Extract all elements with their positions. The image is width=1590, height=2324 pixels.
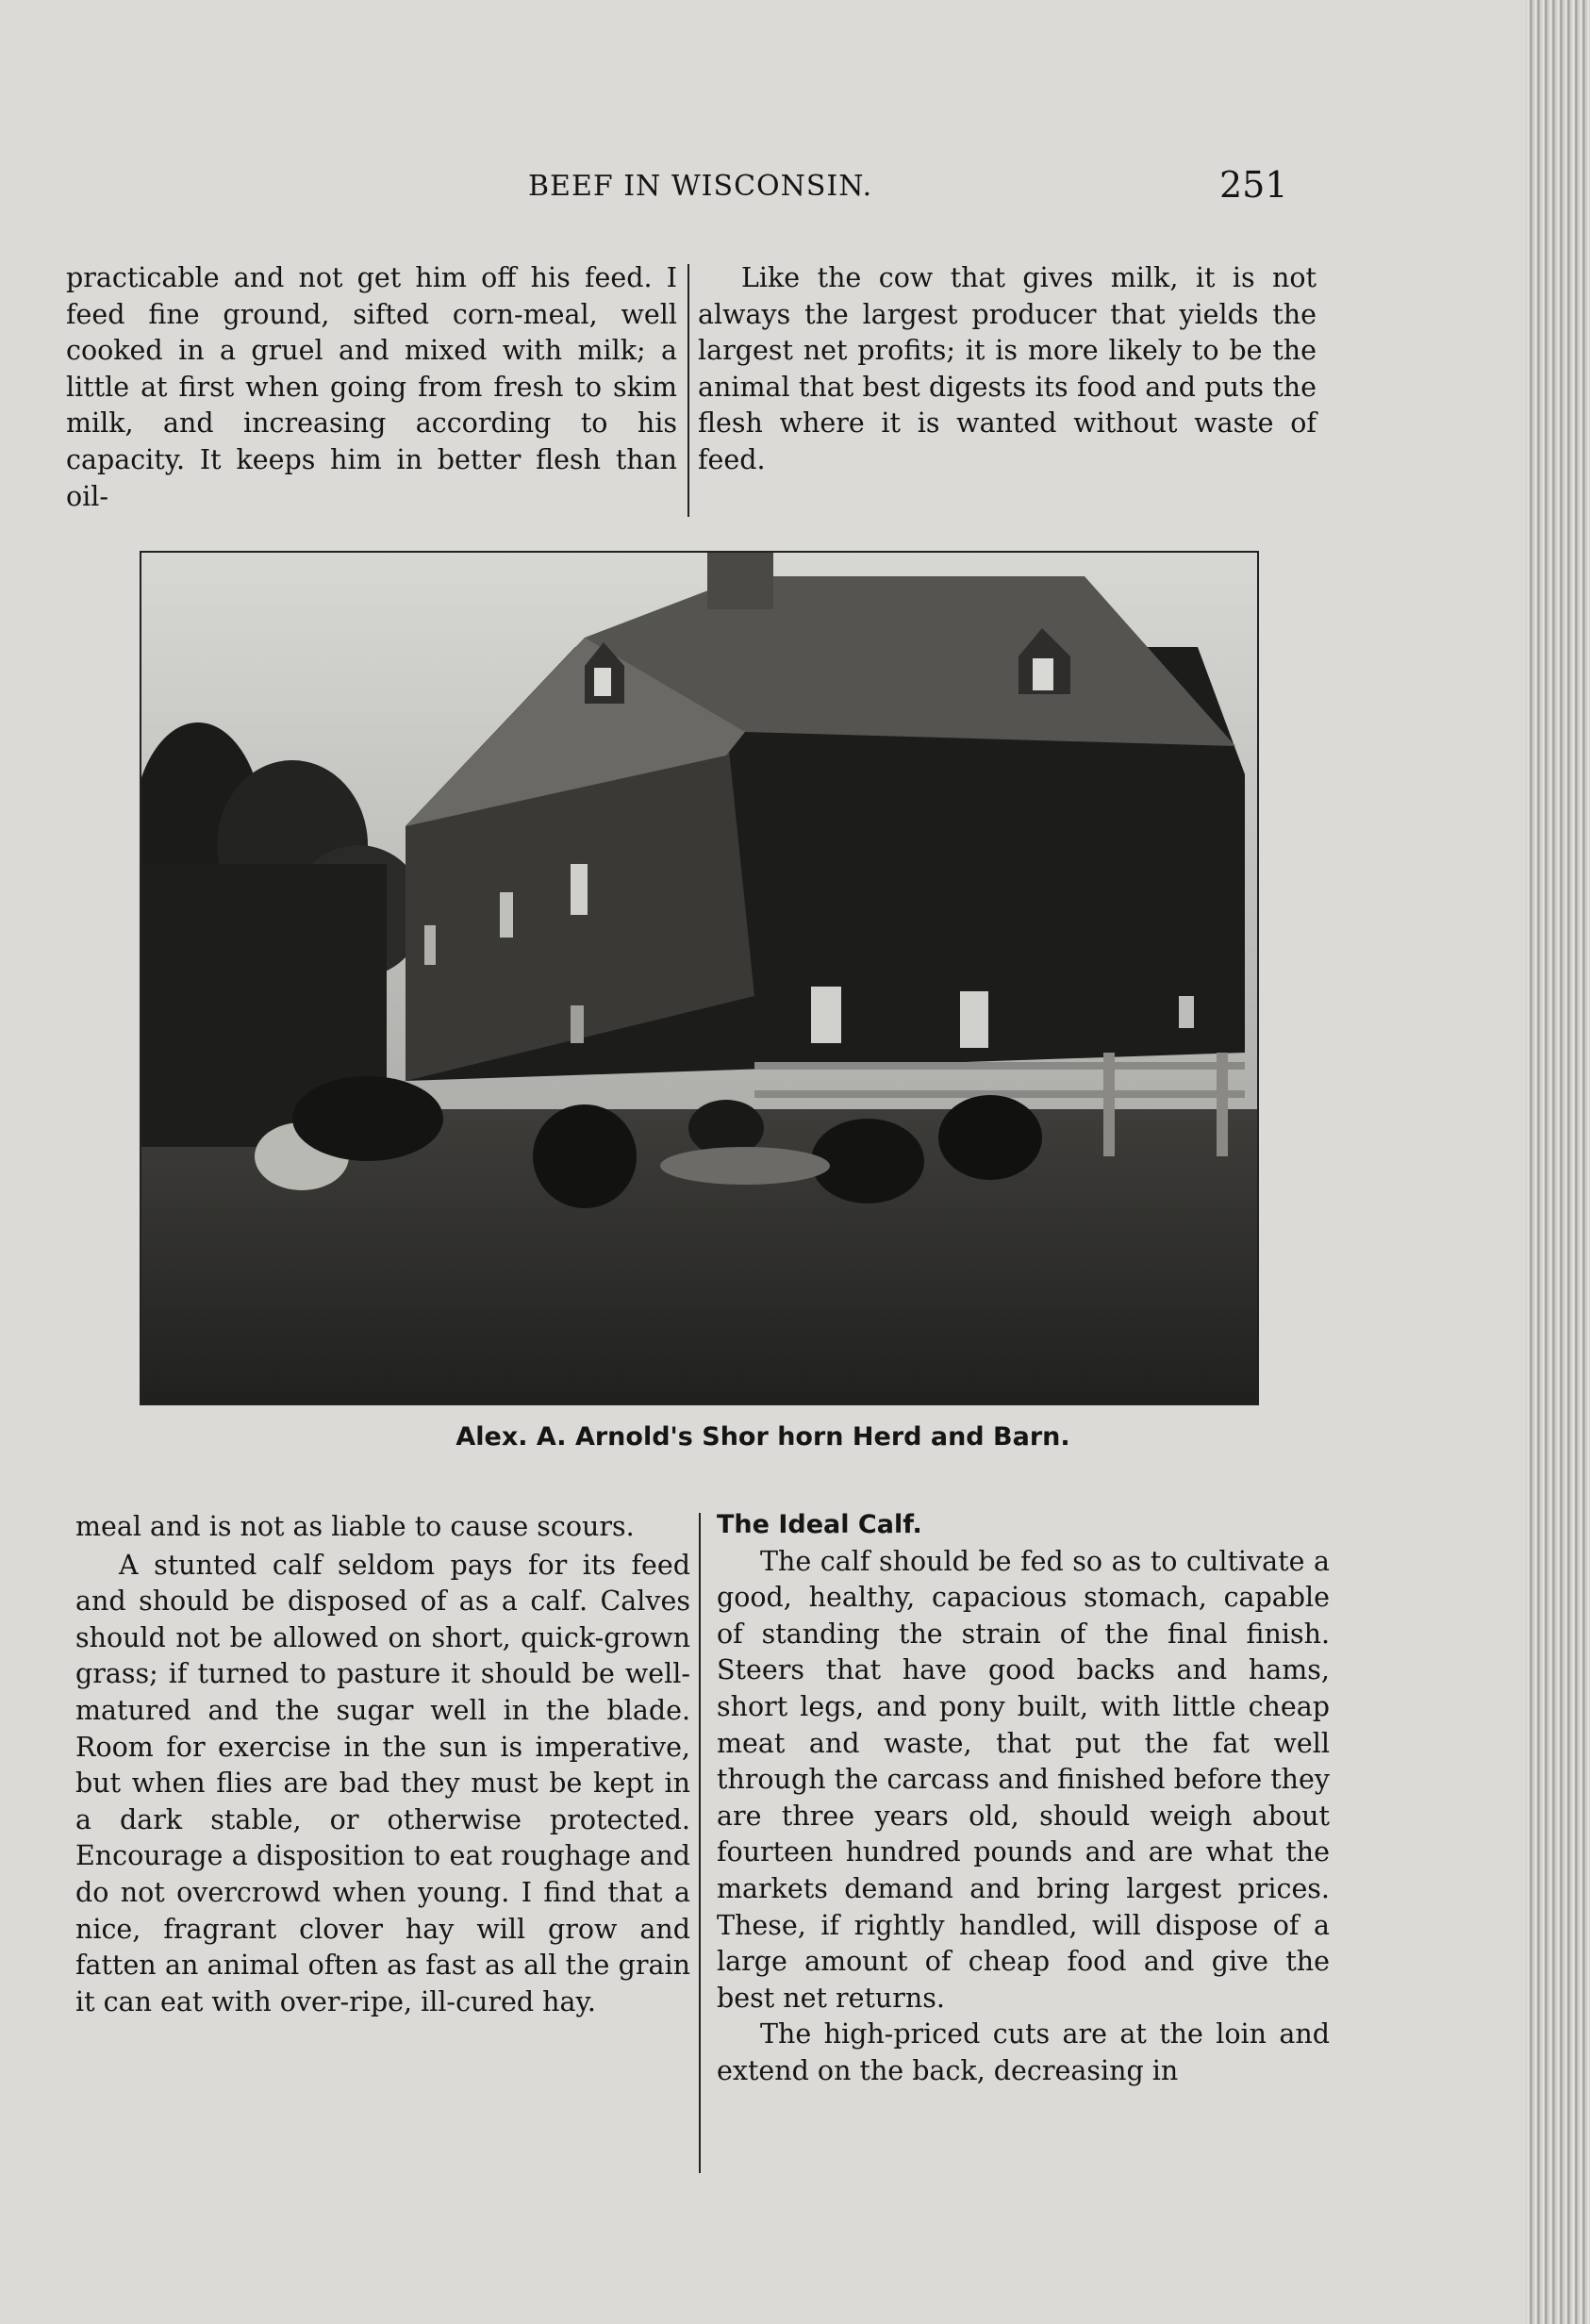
- book-page-edges: [1526, 0, 1590, 2324]
- barn-with-cattle-image: [141, 553, 1257, 1403]
- section-heading: The Ideal Calf.: [717, 1510, 922, 1539]
- bottom-left-column: [75, 1509, 690, 2020]
- column-rule-top: [687, 264, 689, 517]
- top-right-paragraph: Like the cow that gives milk, it is not always the largest producer that yields the largest net profits; it is more likely to be the animal that best digests its food and puts the flesh where it is wanted without waste of feed.: [698, 262, 1317, 475]
- photo-caption: Alex. A. Arnold's Shor horn Herd and Barn.: [455, 1422, 1070, 1452]
- bottom-right-paragraph-2: The high-priced cuts are at the loin and extend on the back, decreasing in: [717, 2018, 1330, 2086]
- column-rule-bottom: [699, 1513, 701, 2173]
- barn-photograph: [140, 551, 1259, 1405]
- bottom-left-paragraph-2: A stunted calf seldom pays for its feed and should be disposed of as a calf. Calves should not be allowed on short, quick-grown grass; if turned to pasture it should be well-matured and the sugar well in the blade. Room for exercise in the sun is imperative, but when flies are bad they must be kept in a dark stable, or otherwise protected. Encourage a disposition to eat roughage and do not overcrowd when young. I find that a nice, fragrant clover hay will grow and fatten an animal often as fast as all the grain it can eat with over-ripe, ill-cured hay.: [75, 1549, 690, 2017]
- page-number: 251: [1219, 164, 1288, 206]
- bottom-left-paragraph-1: meal and is not as liable to cause scours.: [75, 1511, 635, 1542]
- bottom-right-paragraph-1: The calf should be fed so as to cultivate a good, healthy, capacious stomach, capable of standing the strain of the final finish. Steers that have good backs and hams, short legs, and pony built, with little cheap meat and waste, that put the fat well through the carcass and finished before they are three years old, should weigh about fourteen hundred pounds and are what the markets demand and bring largest prices. These, if rightly handled, will dispose of a large amount of cheap food and give the best net returns.: [717, 1545, 1330, 2014]
- page-header: [66, 164, 1292, 217]
- top-left-paragraph: practicable and not get him off his feed. I feed fine ground, sifted corn-meal, well cooked in a gruel and mixed with milk; a little at first when going from fresh to skim milk, and increasing according to his capacity. It keeps him in better flesh than oil-: [66, 262, 677, 512]
- bottom-right-column: [717, 1507, 1330, 2090]
- running-title: BEEF IN WISCONSIN.: [528, 170, 873, 203]
- top-right-column: [698, 260, 1317, 479]
- top-left-column: [66, 260, 677, 515]
